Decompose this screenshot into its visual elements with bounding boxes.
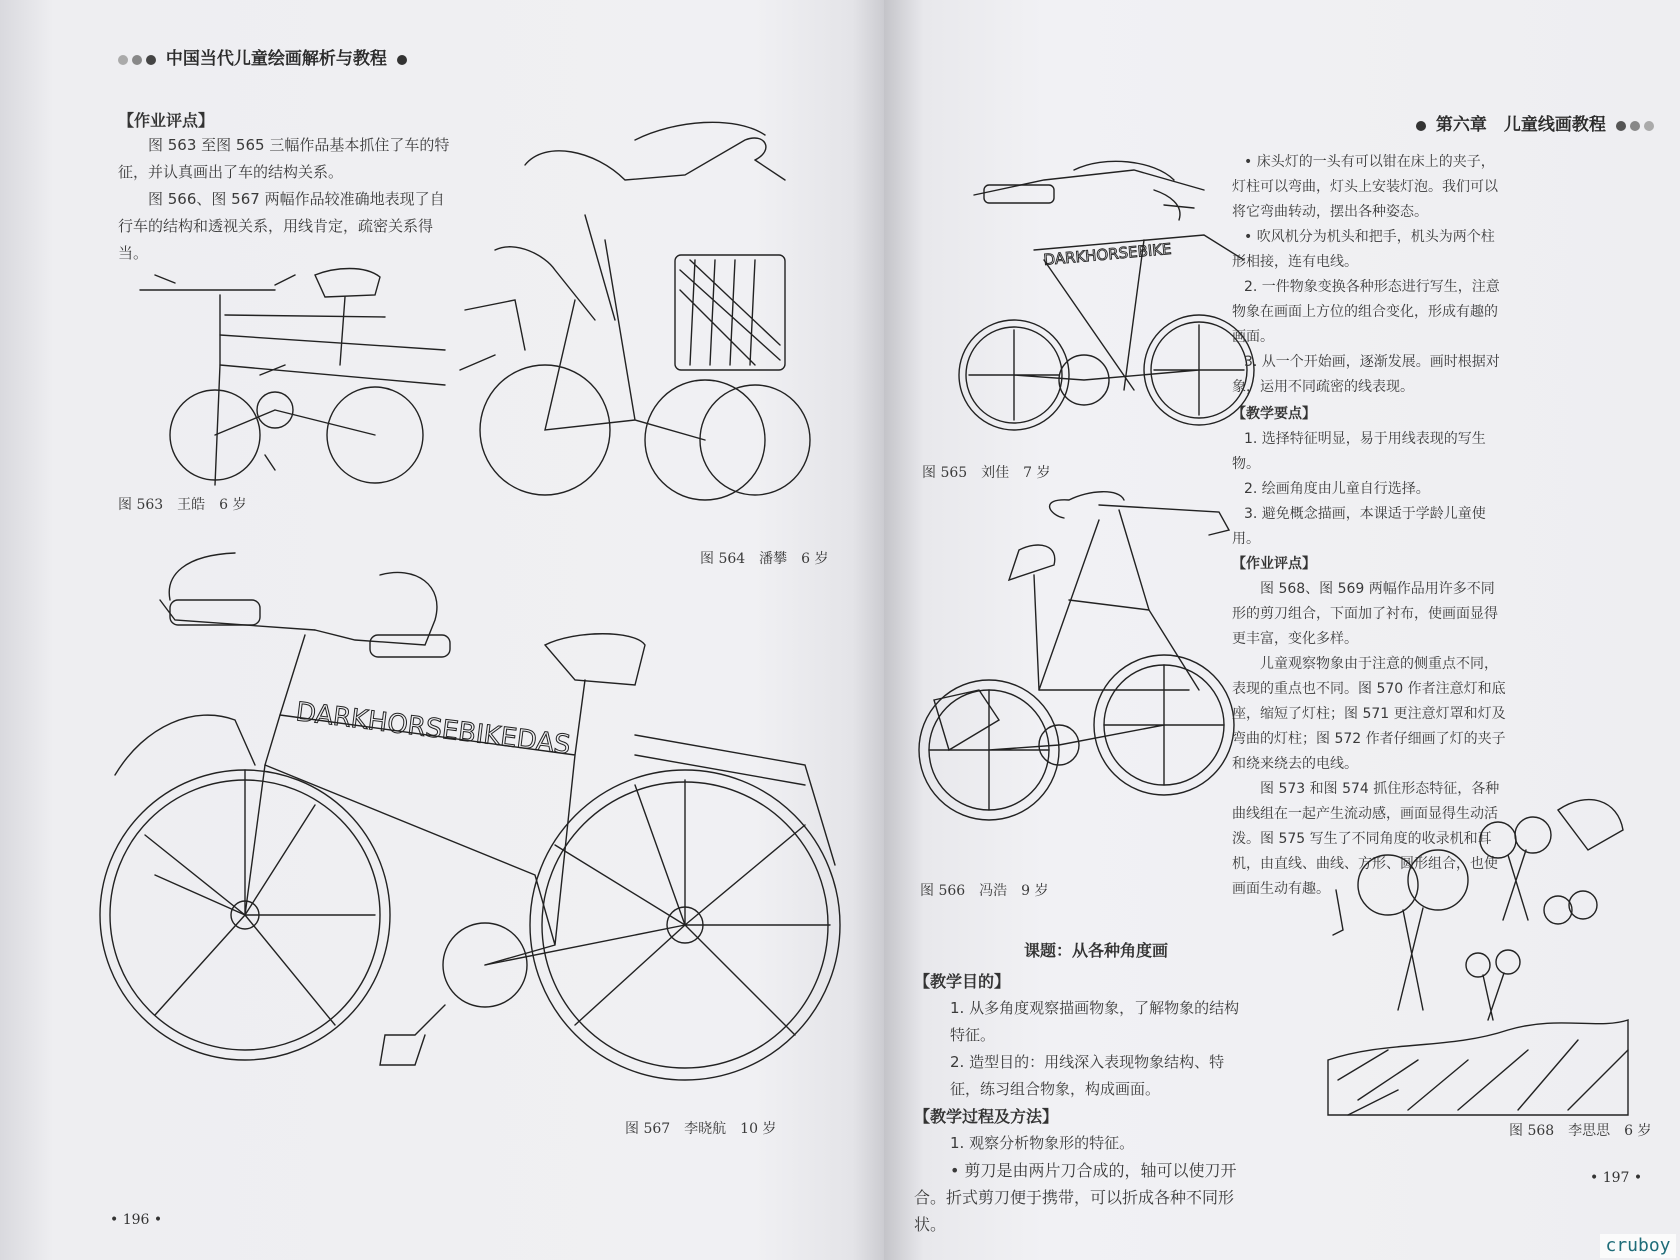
process-item: 1. 观察分析物象形的特征。 (950, 1134, 1135, 1152)
right-review-title: 【作业评点】 (1232, 556, 1316, 572)
goal-item: 1. 从多角度观察描画物象，了解物象的结构特征。 (950, 999, 1240, 1044)
figure-564-caption: 图 564 潘攀 6 岁 (700, 551, 829, 567)
left-page-number: • 196 • (110, 1212, 163, 1228)
process-title: 【教学过程及方法】 (914, 1107, 1059, 1126)
process-item: • 剪刀是由两片刀合成的，轴可以使刀开合。折式剪刀便于携带，可以折成各种不同形状。 (914, 1161, 1237, 1234)
left-paragraph: 图 566、图 567 两幅作品较准确地表现了自行车的结构和透视关系，用线肯定，疏密关系得当。 (118, 190, 445, 262)
goal-item: 2. 造型目的：用线深入表现物象结构、特征，练习组合物象，构成画面。 (950, 1053, 1225, 1098)
figure-563-bicycle-drawing (125, 255, 450, 485)
figure-566-caption: 图 566 冯浩 9 岁 (920, 883, 1049, 899)
right-running-header (1416, 110, 1658, 135)
key-points-title: 【教学要点】 (1232, 406, 1316, 422)
right-page-number: • 197 • (1590, 1170, 1643, 1186)
left-running-header (118, 44, 411, 69)
header-dot-icon (1644, 121, 1654, 131)
review-paragraph: 图 568、图 569 两幅作品用许多不同形的剪刀组合，下面加了衬布，使画面显得更丰富，变化多样。 (1232, 581, 1498, 647)
lesson-title: 课题：从各种角度画 (1024, 941, 1169, 960)
lesson-text (914, 968, 1244, 1238)
key-point: 2. 绘画角度由儿童自行选择。 (1244, 481, 1430, 497)
header-dot-icon (1630, 121, 1640, 131)
hairdryer-description: • 吹风机分为机头和把手，机头为两个柱形相接，连有电线。 (1232, 229, 1495, 270)
key-point: 3. 避免概念描画，本课适于学龄儿童使用。 (1232, 506, 1486, 547)
left-review-text (118, 132, 450, 267)
watermark: cruboy (1600, 1234, 1676, 1258)
svg-text:DARKHORSEBIKE: DARKHORSEBIKE (1042, 239, 1173, 269)
figure-563-caption: 图 563 王皓 6 岁 (118, 497, 247, 513)
left-paragraph: 图 563 至图 565 三幅作品基本抓住了车的特征，并认真画出了车的结构关系。 (118, 136, 450, 181)
goal-title: 【教学目的】 (914, 972, 1011, 991)
figure-568-caption: 图 568 李思思 6 岁 (1509, 1123, 1652, 1139)
review-paragraph: 儿童观察物象由于注意的侧重点不同，表现的重点也不同。图 570 作者注意灯和底座，缩短了灯柱；图 571 更注意灯罩和灯及弯曲的灯柱；图 572 作者仔细画了灯的夹子和绕来绕去的电线。 (1232, 656, 1506, 772)
method-item-2: 2. 一件物象变换各种形态进行写生，注意物象在画面上方位的组合变化，形成有趣的画面。 (1232, 279, 1500, 345)
header-dot-icon (1416, 121, 1426, 131)
figure-565-caption: 图 565 刘佳 7 岁 (922, 465, 1051, 481)
right-header-title: 第六章 儿童线画教程 (1435, 115, 1606, 135)
figure-567-caption: 图 567 李晓航 10 岁 (625, 1121, 777, 1137)
header-dot-icon (146, 55, 156, 65)
figure-568-scissors-drawing (1328, 790, 1628, 1115)
svg-text:DARKHORSEBIKEDAS: DARKHORSEBIKEDAS (294, 697, 573, 761)
figure-564-bicycle-drawing (455, 120, 805, 500)
right-page (884, 0, 1680, 1260)
left-section-title: 【作业评点】 (118, 111, 215, 130)
left-header-title: 中国当代儿童绘画解析与教程 (165, 49, 387, 69)
figure-565-bicycle-drawing (954, 150, 1254, 450)
figure-567-bicycle-drawing (115, 545, 880, 1105)
review-paragraph: 图 573 和图 574 抓住形态特征，各种曲线组在一起产生流动感，画面显得生动活泼。图 575 写生了不同角度的收录机和耳机，由直线、曲线、方形、圆形组合，也使画面生动有趣。 (1232, 781, 1500, 897)
header-dot-icon (118, 55, 128, 65)
header-dot-icon (397, 55, 407, 65)
figure-566-bicycle-drawing (919, 490, 1239, 830)
header-dot-icon (1616, 121, 1626, 131)
method-item-3: 3. 从一个开始画，逐渐发展。画时根据对象，运用不同疏密的线表现。 (1232, 354, 1500, 395)
key-point: 1. 选择特征明显，易于用线表现的写生物。 (1232, 431, 1486, 472)
lamp-description: • 床头灯的一头有可以钳在床上的夹子，灯柱可以弯曲，灯头上安装灯泡。我们可以将它弯曲转动，摆出各种姿态。 (1232, 154, 1498, 220)
header-dot-icon (132, 55, 142, 65)
